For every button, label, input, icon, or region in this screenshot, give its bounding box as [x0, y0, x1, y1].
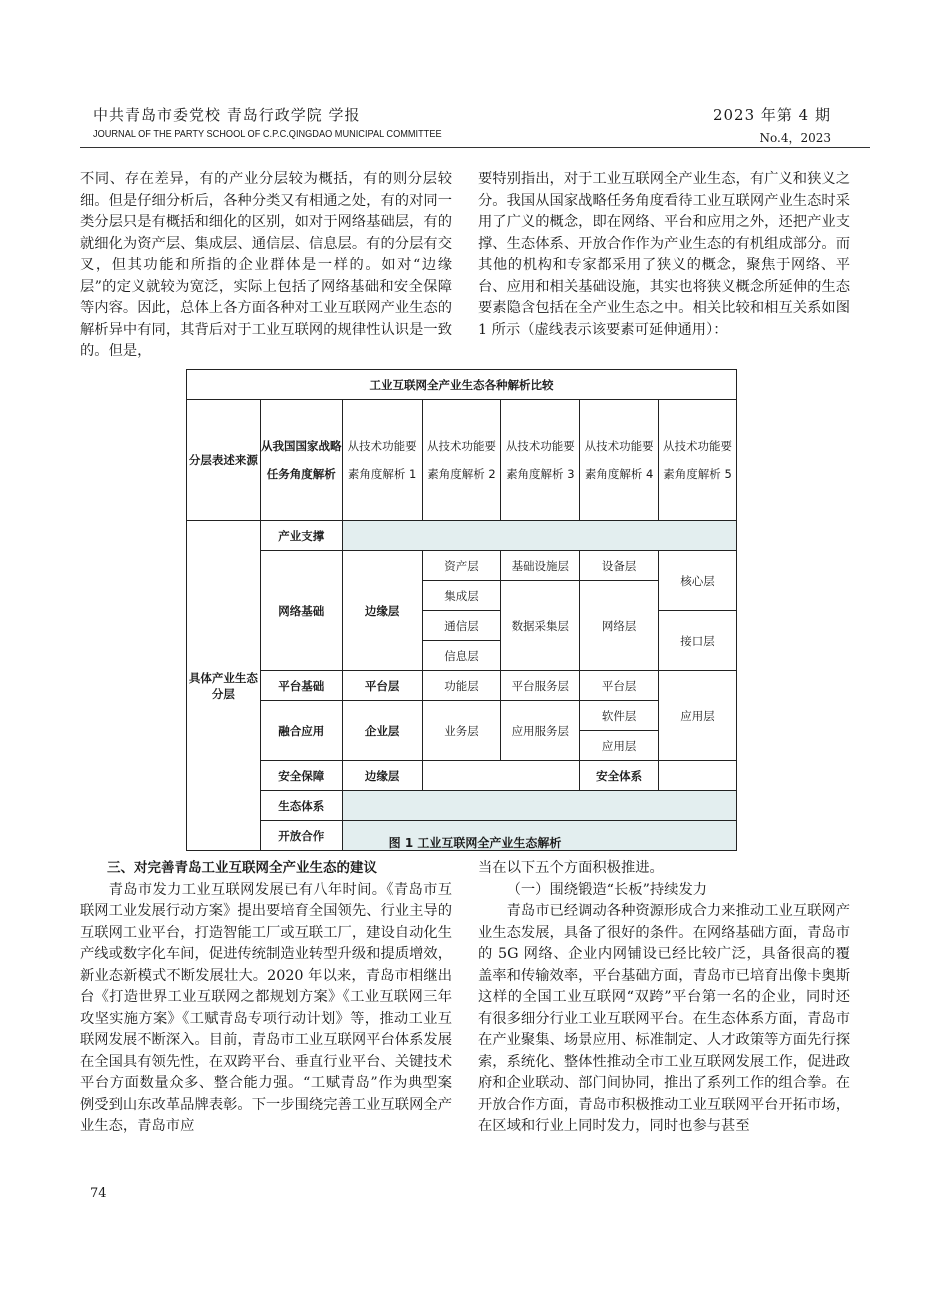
cell-edge-layer-sec: 边缘层	[342, 761, 422, 791]
source-tech-1: 从技术功能要素角度解析 1	[342, 400, 422, 521]
paragraph: 不同、存在差异，有的产业分层较为概括，有的则分层较细。但是仔细分析后，各种分类又有相通之处，有的对同一类分层只是有概括和细化的区别，如对于网络基础层，有的就细化为资产层、集成层、通信层、信息层。有的分层有交叉，但其功能和所指的企业群体是一样的。如对“边缘层”的定义就较为宽泛，实际上包括了网络基础和安全保障等内容。因此，总体上各方面各种对工业互联网产业生态的解析异中有同，其背后对于工业互联网的规律性认识是一致的。但是，	[80, 171, 452, 359]
cell-application-layer-5: 应用层	[659, 671, 737, 761]
figure-title: 工业互联网全产业生态各种解析比较	[187, 370, 737, 400]
cell-data-collect-layer: 数据采集层	[501, 581, 580, 671]
bottom-right-column	[478, 858, 850, 1138]
header-rule	[80, 147, 870, 148]
cell-asset-layer: 资产层	[422, 551, 501, 581]
cell-info-layer: 信息层	[422, 641, 501, 671]
group-label: 具体产业生态分层	[187, 521, 261, 851]
empty-cell	[659, 761, 737, 791]
shade-cell	[342, 791, 736, 821]
cell-app-service-layer: 应用服务层	[501, 701, 580, 761]
subsection-heading: （一）围绕锻造“长板”持续发力	[506, 881, 708, 898]
top-left-column	[80, 169, 452, 363]
cell-enterprise-layer: 企业层	[342, 701, 422, 761]
cell-platform-service-layer: 平台服务层	[501, 671, 580, 701]
page-number: 74	[90, 1186, 107, 1201]
cell-device-layer: 设备层	[580, 551, 659, 581]
cell-platform-layer: 平台层	[342, 671, 422, 701]
cell-interface-layer: 接口层	[659, 611, 737, 671]
empty-cell	[422, 761, 580, 791]
paragraph: 青岛市发力工业互联网发展已有八年时间。《青岛市互联网工业发展行动方案》提出要培育全国领先、行业主导的互联网工业平台，打造智能工厂或互联工厂，建设自动化生产线或数字化车间，促进传统制造业转型升级和提质增效，新业态新模式不断发展壮大。2020 年以来，青岛市相继出台《打造世界工业互联网之都规划方案》《工业互联网三年攻坚实施方案》《工赋青岛专项行动计划》等，推动工业互联网发展不断深入。目前，青岛市工业互联网平台体系发展在全国具有领先性，在双跨平台、垂直行业平台、关键技术平台方面数量众多、整合能力强。“工赋青岛”作为典型案例受到山东改革品牌表彰。下一步围绕完善工业互联网全产业生态，青岛市应	[80, 881, 452, 1134]
cell-core-layer: 核心层	[659, 551, 737, 611]
source-tech-3: 从技术功能要素角度解析 3	[501, 400, 580, 521]
cell-platform-layer-4: 平台层	[580, 671, 659, 701]
row-open-coop: 开放合作	[260, 821, 342, 851]
cell-application-layer-4: 应用层	[580, 731, 659, 761]
section-heading: 三、对完善青岛工业互联网全产业生态的建议	[107, 860, 377, 876]
journal-title-cn: 中共青岛市委党校 青岛行政学院 学报	[93, 106, 361, 124]
figure-caption: 图 1 工业互联网全产业生态解析	[388, 836, 562, 850]
shade-cell	[342, 521, 736, 551]
cell-infra-layer: 基础设施层	[501, 551, 580, 581]
figure-table	[186, 369, 737, 851]
cell-software-layer: 软件层	[580, 701, 659, 731]
cell-security-system: 安全体系	[580, 761, 659, 791]
row-ecosystem: 生态体系	[260, 791, 342, 821]
top-right-column	[478, 169, 850, 341]
row-security: 安全保障	[260, 761, 342, 791]
source-tech-2: 从技术功能要素角度解析 2	[422, 400, 501, 521]
issue-en: No.4，2023	[759, 131, 831, 145]
cell-comm-layer: 通信层	[422, 611, 501, 641]
row-fusion-app: 融合应用	[260, 701, 342, 761]
source-label: 分层表述来源	[187, 400, 261, 521]
row-network-base: 网络基础	[260, 551, 342, 671]
source-national: 从我国国家战略任务角度解析	[260, 400, 342, 521]
bottom-left-column	[80, 858, 452, 1138]
paragraph: 当在以下五个方面积极推进。	[478, 860, 664, 876]
cell-function-layer: 功能层	[422, 671, 501, 701]
source-tech-5: 从技术功能要素角度解析 5	[659, 400, 737, 521]
source-tech-4: 从技术功能要素角度解析 4	[580, 400, 659, 521]
paragraph: 要特别指出，对于工业互联网全产业生态，有广义和狭义之分。我国从国家战略任务角度看待工业互联网产业生态时采用了广义的概念，即在网络、平台和应用之外，还把产业支撑、生态体系、开放合作作为产业生态的有机组成部分。而其他的机构和专家都采用了狭义的概念，聚焦于网络、平台、应用和相关基础设施，其实也将狭义概念所延伸的生态要素隐含包括在全产业生态之中。相关比较和相互关系如图 1 所示（虚线表示该要素可延伸通用）：	[478, 171, 850, 338]
row-platform-base: 平台基础	[260, 671, 342, 701]
issue-cn: 2023 年第 4 期	[712, 106, 831, 124]
row-industry-support: 产业支撑	[260, 521, 342, 551]
cell-integration-layer: 集成层	[422, 581, 501, 611]
journal-title-en: JOURNAL OF THE PARTY SCHOOL OF C.P.C.QINGDAO MUNICIPAL COMMITTEE	[93, 129, 442, 140]
paragraph: 青岛市已经调动各种资源形成合力来推动工业互联网产业生态发展，具备了很好的条件。在网络基础方面，青岛市的 5G 网络、企业内网铺设已经比较广泛，具备很高的覆盖率和传输效率，平台基础方面，青岛市已培育出像卡奥斯这样的全国工业互联网“双跨”平台第一名的企业，同时还有很多细分行业工业互联网平台。在生态体系方面，青岛市在产业聚集、场景应用、标准制定、人才政策等方面先行探索，系统化、整体性推动全市工业互联网发展工作，促进政府和企业联动、部门间协同，推出了系列工作的组合拳。在开放合作方面，青岛市积极推动工业互联网平台开拓市场，在区域和行业上同时发力，同时也参与甚至	[478, 903, 850, 1134]
cell-business-layer: 业务层	[422, 701, 501, 761]
cell-edge-layer: 边缘层	[342, 551, 422, 671]
cell-network-layer: 网络层	[580, 581, 659, 671]
